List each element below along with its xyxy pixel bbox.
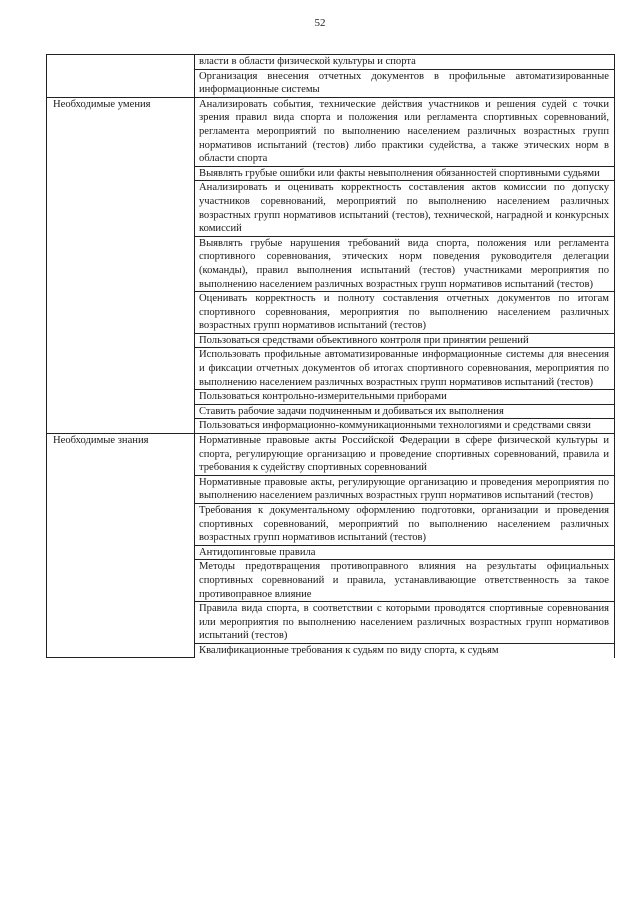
description-cell: Оценивать корректность и полноту составления отчетных документов по итогам спортивного соревнования, мероприятия по выполнению населением различных возрастных групп нормативов испытаний (тестов) [195,292,615,334]
competency-table [46,54,615,658]
description-cell: Пользоваться информационно-коммуникационными технологиями и средствами связи [195,419,615,434]
description-cell: Анализировать и оценивать корректность составления актов комиссии по допуску участников соревнований, мероприятий по выполнению населением различных возрастных групп нормативов испытаний (тестов), технической, наградной и конкурсных комиссий [195,181,615,236]
description-cell: Использовать профильные автоматизированные информационные системы для внесения и фиксации отчетных документов об итогах спортивного соревнования, мероприятия по выполнению населением различных возрастных групп нормативов испытаний (тестов) [195,348,615,390]
description-cell: Выявлять грубые нарушения требований вида спорта, положения или регламента спортивного соревнования, этических норм поведения руководителя делегации (команды), правил выполнения испытаний (тестов) участниками мероприятия по выполнению населением различных возрастных групп нормативов испытаний (тестов) [195,236,615,291]
description-cell: Требования к документальному оформлению подготовки, организации и проведения спортивных соревнований, мероприятий по выполнению населением различных возрастных групп нормативов испытаний (тестов) [195,504,615,546]
description-cell: Антидопинговые правила [195,545,615,560]
page-number: 52 [314,17,326,29]
table-row [47,434,615,476]
description-cell: Правила вида спорта, в соответствии с которыми проводятся спортивные соревнования или мероприятия по выполнению населением различных возрастных групп нормативов испытаний (тестов) [195,602,615,644]
description-cell: Организация внесения отчетных документов в профильные автоматизированные информационные системы [195,69,615,97]
table-row [47,97,615,166]
category-cell [47,55,195,98]
description-cell: Ставить рабочие задачи подчиненным и добиваться их выполнения [195,404,615,419]
table-row [47,55,615,70]
description-cell: Пользоваться средствами объективного контроля при принятии решений [195,333,615,348]
description-cell: Выявлять грубые ошибки или факты невыполнения обязанностей спортивными судьями [195,166,615,181]
description-cell: Нормативные правовые акты, регулирующие организацию и проведения мероприятия по выполнению населением различных возрастных групп нормативов испытаний (тестов) [195,475,615,503]
description-cell: Квалификационные требования к судьям по виду спорта, к судьям [195,643,615,657]
description-cell: власти в области физической культуры и спорта [195,55,615,70]
description-cell: Анализировать события, технические действия участников и решения судей с точки зрения правил вида спорта и положения или регламента спортивных соревнований, регламента мероприятий по выполнению населением различных возрастных групп нормативов испытаний (тестов) либо практики судейства, а также этических норм в области спорта [195,97,615,166]
description-cell: Нормативные правовые акты Российской Федерации в сфере физической культуры и спорта, регулирующие организацию и проведение спортивных соревнований, правила и требования к судейству спортивных соревнований [195,434,615,476]
description-cell: Пользоваться контрольно-измерительными приборами [195,390,615,405]
category-cell-knowledge: Необходимые знания [47,434,195,658]
category-cell-skills: Необходимые умения [47,97,195,433]
description-cell: Методы предотвращения противоправного влияния на результаты официальных спортивных соревнований и правила, устанавливающие ответственность за такое противоправное влияние [195,560,615,602]
